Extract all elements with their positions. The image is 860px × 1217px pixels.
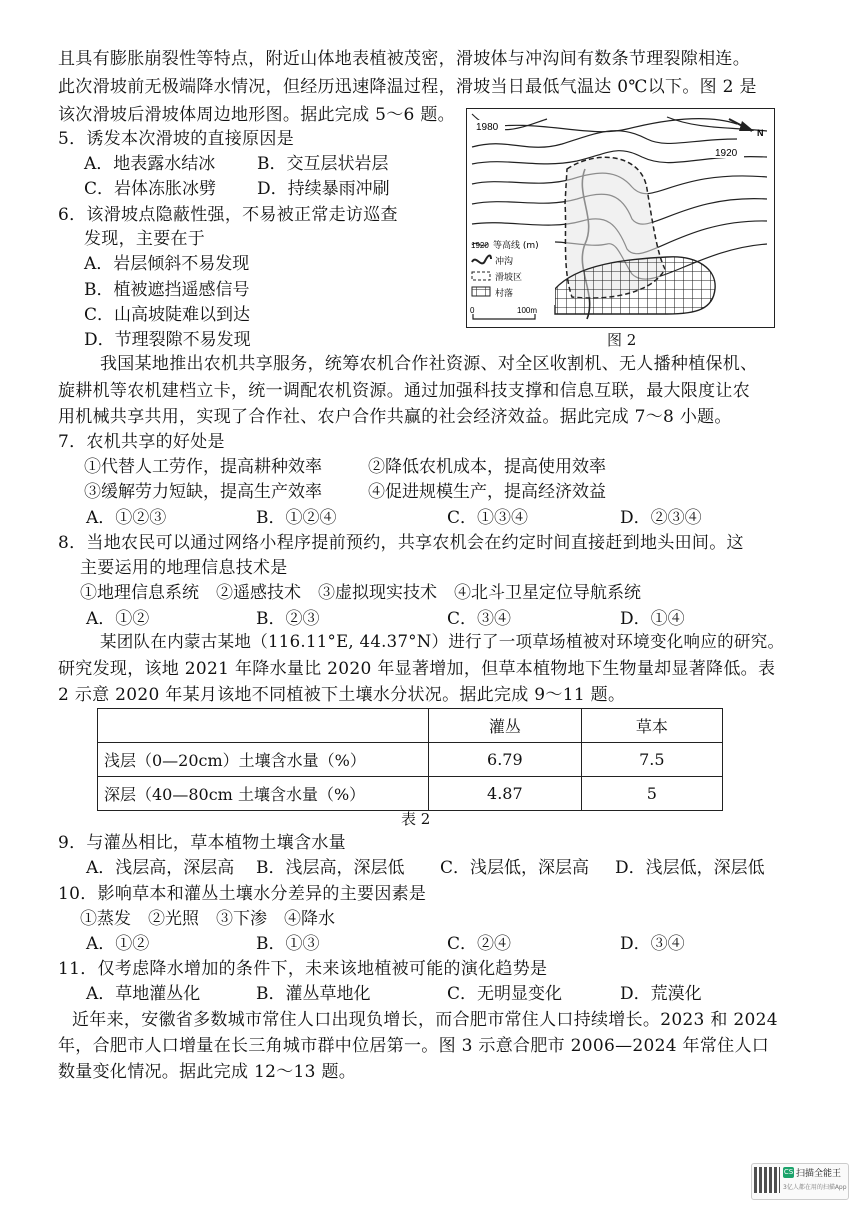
q6-option-a: A．岩层倾斜不易发现: [84, 254, 250, 274]
legend-contour-value: 1920: [471, 241, 489, 250]
q6-option-d: D．节理裂隙不易发现: [84, 330, 251, 350]
q5-option-d: D．持续暴雨冲刷: [257, 179, 390, 199]
scanner-app-name: 扫描全能王: [796, 1169, 842, 1179]
table-2-caption: 表 2: [401, 810, 431, 828]
q7-item-4: ④促进规模生产，提高经济效益: [368, 482, 606, 502]
q7-item-3: ③缓解劳力短缺，提高生产效率: [84, 482, 322, 502]
q7-stem: 7．农机共享的好处是: [58, 432, 225, 452]
contour-label-1920: 1920: [715, 148, 738, 159]
table-header-empty: [98, 709, 429, 743]
q8-stem-2: 主要运用的地理信息技术是: [80, 558, 288, 578]
table-cell-value: 7.5: [581, 743, 722, 777]
q6-option-c: C．山高坡陡难以到达: [84, 305, 251, 325]
intro-line-3: 该次滑坡后滑坡体周边地形图。据此完成 5～6 题。: [58, 105, 455, 125]
table-row: [98, 743, 723, 777]
q6-stem-1: 6．该滑坡点隐蔽性强，不易被正常走访巡查: [58, 205, 398, 225]
q7-option-d: D．②③④: [620, 508, 702, 528]
q11-option-c: C．无明显变化: [447, 984, 563, 1004]
para2-line-1: 我国某地推出农机共享服务，统筹农机合作社资源、对全区收割机、无人播种植保机、: [100, 354, 758, 374]
q10-option-a: A．①②: [86, 934, 150, 954]
q8-items: ①地理信息系统 ②遥感技术 ③虚拟现实技术 ④北斗卫星定位导航系统: [80, 583, 641, 603]
figure-2-topographic-map: [466, 108, 775, 328]
camscanner-logo-icon: CS: [783, 1168, 794, 1176]
q10-option-c: C．②④: [447, 934, 512, 954]
q6-option-b: B．植被遮挡遥感信号: [84, 280, 250, 300]
q5-option-a: A．地表露水结冰: [84, 154, 216, 174]
q11-option-b: B．灌丛草地化: [256, 984, 371, 1004]
legend-landslide-label: 滑坡区: [495, 273, 523, 283]
q7-item-1: ①代替人工劳作，提高耕种效率: [84, 457, 322, 477]
q7-option-a: A．①②③: [86, 508, 167, 528]
para4-line-3: 数量变化情况。据此完成 12～13 题。: [58, 1062, 357, 1082]
table-header-shrub: 灌丛: [429, 709, 582, 743]
q11-option-d: D．荒漠化: [620, 984, 702, 1004]
q9-stem: 9．与灌丛相比，草本植物土壤含水量: [58, 833, 346, 853]
para2-line-2: 旋耕机等农机建档立卡，统一调配农机资源。通过加强科技支撑和信息互联，最大限度让农: [58, 381, 750, 401]
scale-bar: [470, 306, 537, 319]
q8-option-b: B．②③: [256, 609, 320, 629]
topographic-map-drawing: [467, 109, 774, 327]
map-legend: [469, 237, 555, 305]
q9-option-a: A．浅层高，深层高: [86, 858, 235, 878]
q9-option-d: D．浅层低，深层低: [615, 858, 765, 878]
legend-village-icon: [472, 287, 490, 296]
table-2: [97, 708, 723, 811]
q10-option-b: B．①③: [256, 934, 320, 954]
table-cell-label: 浅层（0—20cm）土壤含水量（%）: [98, 743, 429, 777]
table-header-row: [98, 709, 723, 743]
scale-end: 100m: [517, 306, 538, 315]
table-cell-value: 6.79: [429, 743, 582, 777]
table-cell-label: 深层（40—80cm 土壤含水量（%）: [98, 777, 429, 811]
legend-gully-label: 冲沟: [495, 257, 514, 267]
q11-option-a: A．草地灌丛化: [86, 984, 201, 1004]
q10-items: ①蒸发 ②光照 ③下渗 ④降水: [80, 909, 335, 929]
q10-option-d: D．③④: [620, 934, 685, 954]
para4-line-1: 近年来，安徽省多数城市常住人口出现负增长，而合肥市常住人口持续增长。2023 和 2024: [72, 1010, 778, 1030]
figure-2-caption: 图 2: [607, 331, 637, 349]
q7-option-b: B．①②④: [256, 508, 337, 528]
para3-line-3: 2 示意 2020 年某月该地不同植被下土壤水分状况。据此完成 9～11 题。: [58, 685, 626, 705]
q7-option-c: C．①③④: [447, 508, 529, 528]
q5-option-c: C．岩体冻胀冰劈: [84, 179, 217, 199]
q9-option-c: C．浅层低，深层高: [440, 858, 590, 878]
table-cell-value: 4.87: [429, 777, 582, 811]
q7-item-2: ②降低农机成本，提高使用效率: [368, 457, 606, 477]
contour-label-1980: 1980: [476, 122, 499, 133]
table-header-herb: 草本: [581, 709, 722, 743]
para4-line-2: 年，合肥市人口增量在长三角城市群中位居第一。图 3 示意合肥市 2006—2024 年常住人口: [58, 1036, 770, 1056]
qr-code-icon: [754, 1167, 780, 1193]
legend-village-label: 村落: [495, 289, 514, 299]
q10-stem: 10．影响草本和灌丛土壤水分差异的主要因素是: [58, 884, 427, 904]
q8-option-a: A．①②: [86, 609, 150, 629]
north-arrow-icon: [729, 119, 754, 131]
q8-option-d: D．①④: [620, 609, 685, 629]
para3-line-1: 某团队在内蒙古某地（116.11°E, 44.37°N）进行了一项草场植被对环境变化响应的研究。: [100, 632, 785, 651]
q5-stem: 5．诱发本次滑坡的直接原因是: [58, 129, 295, 149]
q6-stem-2: 发现，主要在于: [84, 229, 206, 249]
north-label: N: [757, 128, 764, 138]
table-row: [98, 777, 723, 811]
scanner-app-tagline: 3亿人都在用的扫描App: [783, 1184, 847, 1191]
para3-line-2: 研究发现，该地 2021 年降水量比 2020 年显著增加，但草本植物地下生物量却显著降低。表: [58, 659, 776, 679]
legend-contour-label: 等高线 (m): [493, 241, 539, 251]
scale-start: 0: [470, 306, 475, 315]
q5-option-b: B．交互层状岩层: [257, 154, 389, 174]
intro-line-2: 此次滑坡前无极端降水情况，但经历迅速降温过程，滑坡当日最低气温达 0℃以下。图 2 是: [58, 77, 757, 97]
q8-stem-1: 8．当地农民可以通过网络小程序提前预约，共享农机会在约定时间直接赶到地头田间。这: [58, 533, 744, 553]
q11-stem: 11．仅考虑降水增加的条件下，未来该地植被可能的演化趋势是: [58, 959, 548, 979]
table-cell-value: 5: [581, 777, 722, 811]
q8-option-c: C．③④: [447, 609, 512, 629]
q9-option-b: B．浅层高，深层低: [256, 858, 405, 878]
intro-line-1: 且具有膨胀崩裂性等特点，附近山体地表植被茂密，滑坡体与冲沟间有数条节理裂隙相连。: [58, 49, 750, 69]
para2-line-3: 用机械共享共用，实现了合作社、农户合作共赢的社会经济效益。据此完成 7～8 小题。: [58, 407, 732, 427]
